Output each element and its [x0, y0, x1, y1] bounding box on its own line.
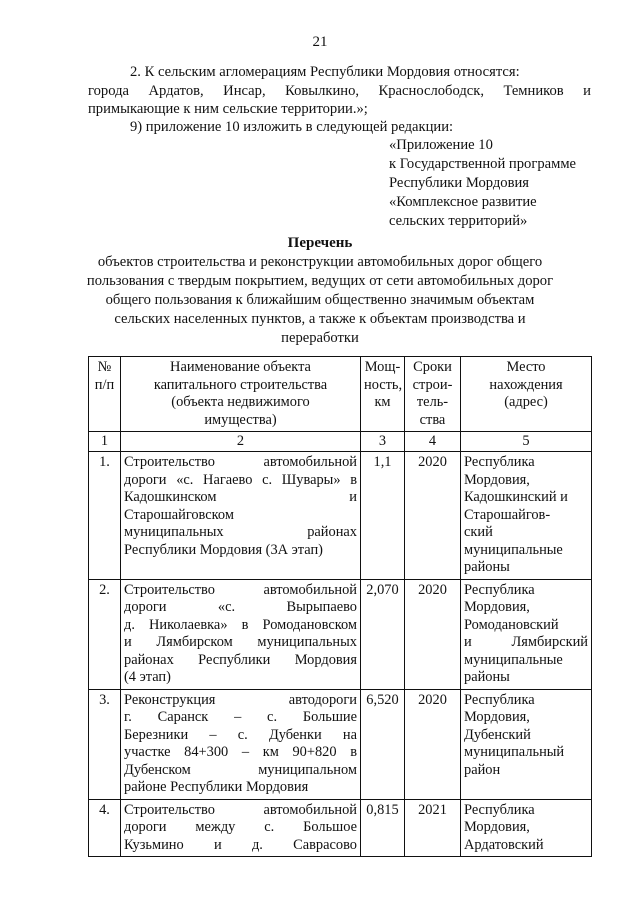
object-name: Реконструкция автодороги г. Саранск – с. Большие Березники – с. Дубенки на участке 84+300 – км 90+820 в Дубенском муниципальном районе Республики Мордовия — [121, 689, 361, 799]
subtitle-line: переработки — [281, 330, 359, 346]
appendix-line: «Комплексное развитие — [389, 194, 537, 210]
table-row — [89, 689, 592, 799]
object-name: Строительство автомобильной дороги между с. Большое Кузьмино и д. Саврасово — [121, 799, 361, 857]
table-header-row — [89, 357, 592, 432]
appendix-line: «Приложение 10 — [389, 137, 493, 153]
subtitle-line: пользования с твердым покрытием, ведущих от сети автомобильных дорог — [86, 273, 554, 289]
object-term: 2020 — [405, 452, 461, 580]
column-number: 1 — [89, 432, 121, 452]
header-location: Место нахождения (адрес) — [461, 357, 592, 432]
row-number: 4. — [89, 799, 121, 857]
subtitle-line: сельских населенных пунктов, а также к объектам производства и — [114, 311, 526, 327]
objects-table — [88, 356, 592, 857]
row-number: 1. — [89, 452, 121, 580]
document-subtitle — [70, 253, 570, 348]
object-location: Республика Мордовия, Ардатовский — [461, 799, 592, 857]
header-term: Сроки строи- тель- ства — [405, 357, 461, 432]
object-capacity: 2,070 — [361, 579, 405, 689]
header-capacity: Мощ- ность, км — [361, 357, 405, 432]
appendix-heading — [389, 136, 576, 231]
intro-line-1: 2. К сельским агломерациям Республики Мордовия относятся: — [130, 64, 520, 80]
intro-line-4: 9) приложение 10 изложить в следующей редакции: — [130, 119, 454, 135]
column-number: 2 — [121, 432, 361, 452]
appendix-line: к Государственной программе — [389, 156, 577, 172]
object-capacity: 1,1 — [361, 452, 405, 580]
document-title: Перечень — [287, 235, 353, 251]
header-no: № п/п — [89, 357, 121, 432]
appendix-line: сельских территорий» — [389, 213, 528, 229]
column-number: 4 — [405, 432, 461, 452]
object-capacity: 0,815 — [361, 799, 405, 857]
subtitle-line: общего пользования к ближайшим общественно значимым объектам — [105, 292, 535, 308]
object-capacity: 6,520 — [361, 689, 405, 799]
intro-line-2: города Ардатов, Инсар, Ковылкино, Краснослободск, Темников и — [88, 83, 591, 99]
column-number: 5 — [461, 432, 592, 452]
table-row — [89, 579, 592, 689]
object-location: Республика Мордовия, Ромодановский и Лямбирский муниципальные районы — [461, 579, 592, 689]
header-name: Наименование объекта капитального строительства (объекта недвижимого имущества) — [121, 357, 361, 432]
subtitle-line: объектов строительства и реконструкции автомобильных дорог общего — [97, 254, 543, 270]
object-term: 2020 — [405, 689, 461, 799]
page-number: 21 — [312, 34, 328, 50]
object-name: Строительство автомобильной дороги «с. Нагаево с. Шувары» в Кадошкинском и Старошайговском муниципальных районах Республики Мордовия (3А этап) — [121, 452, 361, 580]
intro-line-3: примыкающие к ним сельские территории.»; — [88, 101, 368, 117]
column-number: 3 — [361, 432, 405, 452]
appendix-line: Республики Мордовия — [389, 175, 530, 191]
object-location: Республика Мордовия, Кадошкинский и Старошайгов- ский муниципальные районы — [461, 452, 592, 580]
row-number: 2. — [89, 579, 121, 689]
column-number-row — [89, 432, 592, 452]
object-term: 2020 — [405, 579, 461, 689]
object-term: 2021 — [405, 799, 461, 857]
table-row — [89, 452, 592, 580]
object-name: Строительство автомобильной дороги «с. Вырыпаево д. Николаевка» в Ромодановском и Лямбирском муниципальных районах Республики Мордовия (4 этап) — [121, 579, 361, 689]
object-location: Республика Мордовия, Дубенский муниципальный район — [461, 689, 592, 799]
row-number: 3. — [89, 689, 121, 799]
table-row — [89, 799, 592, 857]
